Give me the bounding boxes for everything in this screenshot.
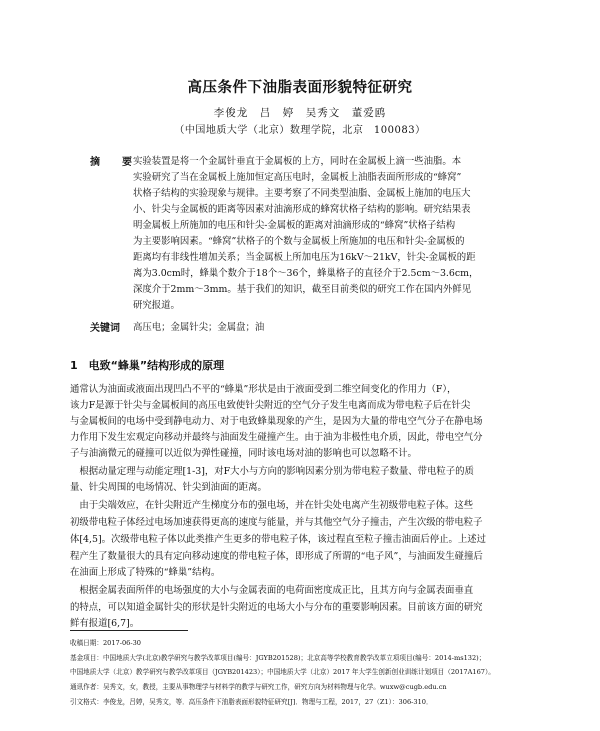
body-line: 的特点，可以知道金属针尖的形状是针尖附近的电场大小与分布的重要影响因素。目前该方面的研究	[70, 602, 483, 613]
body-line: 初级带电粒子体经过电场加速获得更高的速度与能量，并与其他空气分子撞击，产生次级的带电粒子	[70, 517, 483, 528]
footnote-funding-cont: 中国地质大学（北京）教学研究与教学改革项目（JGYB201423）；中国地质大学（北京）2017 年大学生创新创业训练计划项目（2017A167）。	[70, 668, 495, 676]
abstract-label: 摘 要	[90, 157, 138, 168]
keywords-text: 高压电；金属针尖；金属盘；油	[133, 322, 265, 333]
keywords-label: 关键词	[90, 323, 120, 334]
body-line: 程产生了数量很大的具有定向移动速度的带电粒子体，即形成了所谓的“电子风”，与油面发生碰撞后	[70, 551, 483, 562]
body-line: 体[4,5]。次级带电粒子体以此类推产生更多的带电粒子体，该过程直至粒子撞击油面后停止。上述过	[70, 534, 486, 545]
footnote-citation: 引文格式：李俊龙，吕婷，吴秀文，等．高压条件下油脂表面形貌特征研究[J]．物理与工程，2017，27（Z1）：306-310．	[70, 698, 433, 706]
abstract-line: 实验装置是将一个金属针垂直于金属板的上方，同时在金属板上滴一些油脂。本	[133, 156, 462, 167]
body-line: 量、针尖周围的电场情况、针尖到油面的距离。	[70, 482, 267, 493]
body-line: 力作用下发生宏观定向移动并最终与油面发生碰撞产生。由于油为非极性电介质，因此，带电空气分	[70, 432, 483, 443]
abstract-line: 小、针尖与金属板的距离等因素对油滴形成的蜂窝状格子结构的影响。研究结果表	[133, 204, 471, 215]
footnote-divider	[70, 630, 188, 631]
abstract-line: 状格子结构的实验现象与规律。主要考察了不同类型油脂、金属板上施加的电压大	[133, 188, 471, 199]
body-line: 鲜有报道[6,7]。	[70, 618, 140, 629]
body-line: 根据动量定理与动能定理[1-3]，对F大小与方向的影响因素分别为带电粒子数量、带电粒子的质	[70, 466, 474, 477]
abstract-line: 明金属板上所施加的电压和针尖-金属板的距离对油滴形成的“蜂窝”状格子结构	[133, 220, 456, 231]
paper-title: 高压条件下油脂表面形貌特征研究	[187, 80, 413, 96]
section-heading: 1 电致“蜂巢”结构形成的原理	[70, 359, 225, 372]
abstract-line: 为主要影响因素。“蜂窝”状格子的个数与金属板上所施加的电压和针尖-金属板的	[133, 236, 465, 247]
abstract-line: 实验研究了当在金属板上施加恒定高压电时，金属板上油脂表面所形成的“蜂窝”	[133, 172, 462, 183]
body-line: 与金属板间的电场中受到静电动力、对于电致蜂巢现象的产生，是因为大量的带电空气分子在静电场	[70, 416, 483, 427]
abstract-line: 距离均有非线性增加关系；当金属板上所加电压为16kV～21kV，针尖-金属板的距	[133, 252, 476, 263]
footnote-funding: 基金项目：中国地质大学(北京)教学研究与教学改革项目(编号：JGYB201528)；北京高等学校教育教学改革立项项目(编号：2014-ms132)；	[70, 654, 486, 662]
abstract-line: 离为3.0cm时，蜂巢个数介于18个～36个，蜂巢格子的直径介于2.5cm～3.6cm，	[133, 268, 479, 279]
affiliation: （中国地质大学（北京）数理学院，北京 100083）	[174, 125, 426, 136]
body-line: 由于尖端效应，在针尖附近产生梯度分布的强电场，并在针尖处电离产生初级带电粒子体。这些	[70, 500, 474, 511]
footnote-received: 收稿日期：2017-06-30	[70, 639, 141, 647]
abstract-line: 深度介于2mm～3mm。基于我们的知识，截至目前类似的研究工作在国内外鲜见	[133, 284, 472, 295]
body-line: 在油面上形成了特殊的“蜂巢”结构。	[70, 567, 221, 578]
body-line: 通常认为油面或液面出现凹凸不平的“蜂巢”形状是由于液面受到二维空间变化的作用力（F），	[70, 384, 457, 395]
abstract-line: 研究报道。	[133, 300, 180, 311]
body-line: 子与油滴微元的碰撞可以近似为弹性碰撞，同时该电场对油的影响也可以忽略不计。	[70, 448, 417, 459]
author-list: 李俊龙 吕 婷 吴秀文 董爱鸥	[213, 107, 387, 119]
body-line: 根据金属表面所伴的电场强度的大小与金属表面的电荷面密度成正比，且其方向与金属表面垂直	[70, 585, 474, 596]
body-line: 该力F是源于针尖与金属板间的高压电致使针尖附近的空气分子发生电离而成为带电粒子后在针尖	[70, 400, 471, 411]
footnote-corresponding: 通讯作者：吴秀文，女，教授，主要从事物理学与材料学的教学与研究工作，研究方向为材料物理与化学。wuxw@cugb.edu.cn	[70, 683, 447, 691]
